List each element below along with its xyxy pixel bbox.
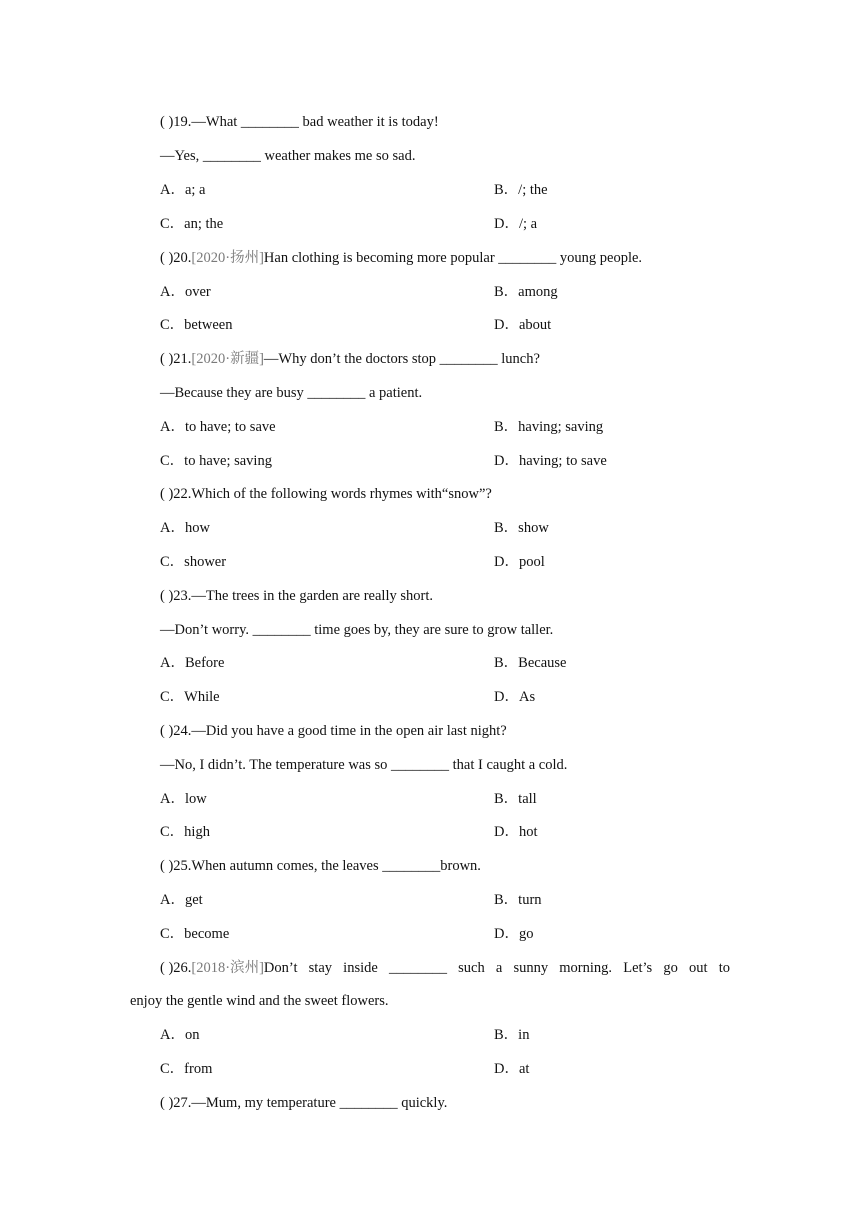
q19-stem: ( )19.—What ________ bad weather it is today! [160, 114, 439, 130]
q20-option-d: D．about [494, 317, 552, 333]
q21-option-a: A．to have; to save [160, 419, 276, 435]
q23-reply: —Don’t worry. ________ time goes by, they are sure to grow taller. [160, 622, 554, 638]
q26-option-b: B．in [494, 1027, 530, 1043]
q20-option-c: C．between [160, 317, 233, 333]
q24-option-a: A．low [160, 791, 207, 807]
q20-option-b: B．among [494, 284, 558, 300]
q21-number: ( )21. [160, 351, 192, 367]
q26-option-d: D．at [494, 1061, 530, 1077]
q22-stem: ( )22.Which of the following words rhymes with“snow”? [160, 486, 492, 502]
q24-option-c: C．high [160, 824, 210, 840]
q25-stem: ( )25.When autumn comes, the leaves ________brown. [160, 858, 481, 874]
q21-stem-line [160, 350, 540, 368]
q26-stem-continued: enjoy the gentle wind and the sweet flowers. [130, 993, 389, 1009]
q23-option-a: A．Before [160, 655, 225, 671]
q26-option-c: C．from [160, 1061, 213, 1077]
q24-stem: ( )24.—Did you have a good time in the open air last night? [160, 723, 507, 739]
q26-source: [2018·滨州] [191, 960, 264, 976]
q27-stem: ( )27.—Mum, my temperature ________ quickly. [160, 1095, 448, 1111]
q20-source: [2020·扬州] [191, 250, 264, 266]
q22-option-d: D．pool [494, 554, 545, 570]
q21-option-c: C．to have; saving [160, 453, 272, 469]
q20-option-a: A．over [160, 284, 211, 300]
q21-option-d: D．having; to save [494, 453, 607, 469]
q20-stem-line [160, 249, 642, 267]
q26-number: ( )26. [160, 960, 192, 976]
q22-option-c: C．shower [160, 554, 227, 570]
q26-option-a: A．on [160, 1027, 200, 1043]
q21-reply: —Because they are busy ________ a patient. [160, 385, 423, 401]
q20-number: ( )20. [160, 250, 192, 266]
q19-option-b: B．/; the [494, 182, 548, 198]
q25-option-c: C．become [160, 926, 230, 942]
q21-source: [2020·新疆] [191, 351, 264, 367]
q19-option-d: D．/; a [494, 216, 538, 232]
q24-option-b: B．tall [494, 791, 537, 807]
q26-stem: Don’t stay inside ________ such a sunny morning. Let’s go out to [263, 960, 730, 976]
q19-option-c: C．an; the [160, 216, 224, 232]
q25-option-b: B．turn [494, 892, 542, 908]
q22-option-a: A．how [160, 520, 210, 536]
q25-option-a: A．get [160, 892, 203, 908]
q21-stem: —Why don’t the doctors stop ________ lunch? [263, 351, 540, 367]
q23-option-c: C．While [160, 689, 220, 705]
q24-option-d: D．hot [494, 824, 538, 840]
q20-stem: Han clothing is becoming more popular ________ young people. [263, 250, 643, 266]
q19-option-a: A．a; a [160, 182, 206, 198]
q23-option-d: D．As [494, 689, 536, 705]
q21-option-b: B．having; saving [494, 419, 604, 435]
q23-stem: ( )23.—The trees in the garden are really short. [160, 588, 433, 604]
q22-option-b: B．show [494, 520, 549, 536]
q19-reply: —Yes, ________ weather makes me so sad. [160, 148, 416, 164]
q26-stem-line [160, 959, 730, 977]
q25-option-d: D．go [494, 926, 534, 942]
q23-option-b: B．Because [494, 655, 567, 671]
q24-reply: —No, I didn’t. The temperature was so ________ that I caught a cold. [160, 757, 568, 773]
